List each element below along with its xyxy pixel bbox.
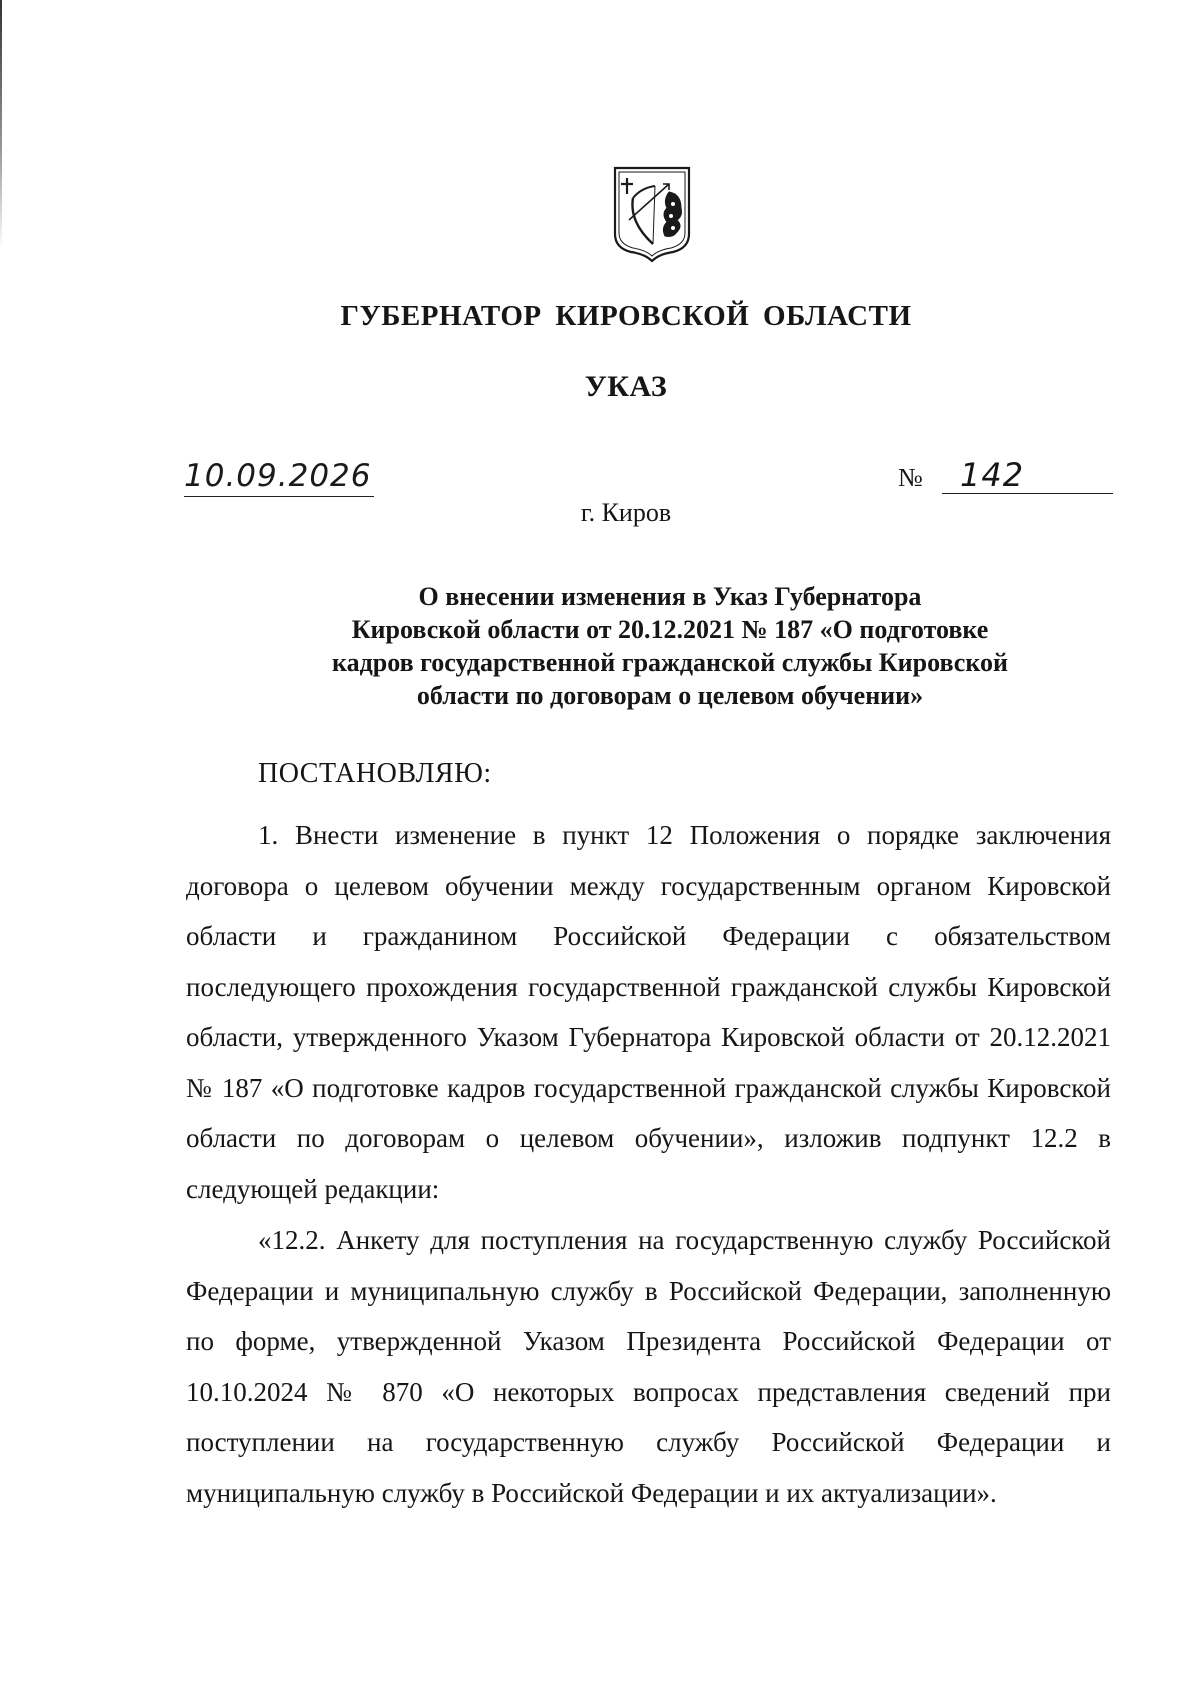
title-line: кадров государственной гражданской службы Кировской <box>332 648 1008 677</box>
title-line: О внесении изменения в Указ Губернатора <box>418 582 922 611</box>
document-type: УКАЗ <box>584 370 668 403</box>
paragraph-1: 1. Внести изменение в пункт 12 Положения о порядке заключения договора о целевом обучении между государственным органом Кировской области и гражданином Российской Федерации с обязательством последующего прохождения государственной гражданской службы Кировской области, утвержденного Указом Губернатора Кировской области от 20.12.2021 № 187 «О подготовке кадров государственной гражданской службы Кировской области по договорам о целевом обучении», изложив подпункт 12.2 в следующей редакции: <box>186 820 1111 1204</box>
kirov-coat-of-arms-icon <box>611 164 693 264</box>
document-date: 10.09.2026 <box>184 458 374 497</box>
decree-word: ПОСТАНОВЛЯЮ: <box>258 758 492 789</box>
number-sign: № <box>898 463 923 492</box>
document-number-row <box>898 458 1113 498</box>
scan-edge <box>0 0 2 250</box>
title-line: Кировской области от 20.12.2021 № 187 «О подготовке <box>351 615 989 644</box>
document-number: 142 <box>942 456 1113 494</box>
paragraph-2: «12.2. Анкету для поступления на государственную службу Российской Федерации и муниципальную службу в Российской Федерации, заполненную по форме, утвержденной Указом Президента Российской Федерации от 10.10.2024 № 870 «О некоторых вопросах представления сведений при поступлении на государственную службу Российской Федерации и муниципальную службу в Российской Федерации и их актуализации». <box>186 1225 1111 1508</box>
issuing-authority: ГУБЕРНАТОР КИРОВСКОЙ ОБЛАСТИ <box>340 300 912 332</box>
city-of-issue: г. Киров <box>580 498 672 527</box>
document-title <box>230 580 1110 712</box>
title-line: области по договорам о целевом обучении» <box>416 681 924 710</box>
